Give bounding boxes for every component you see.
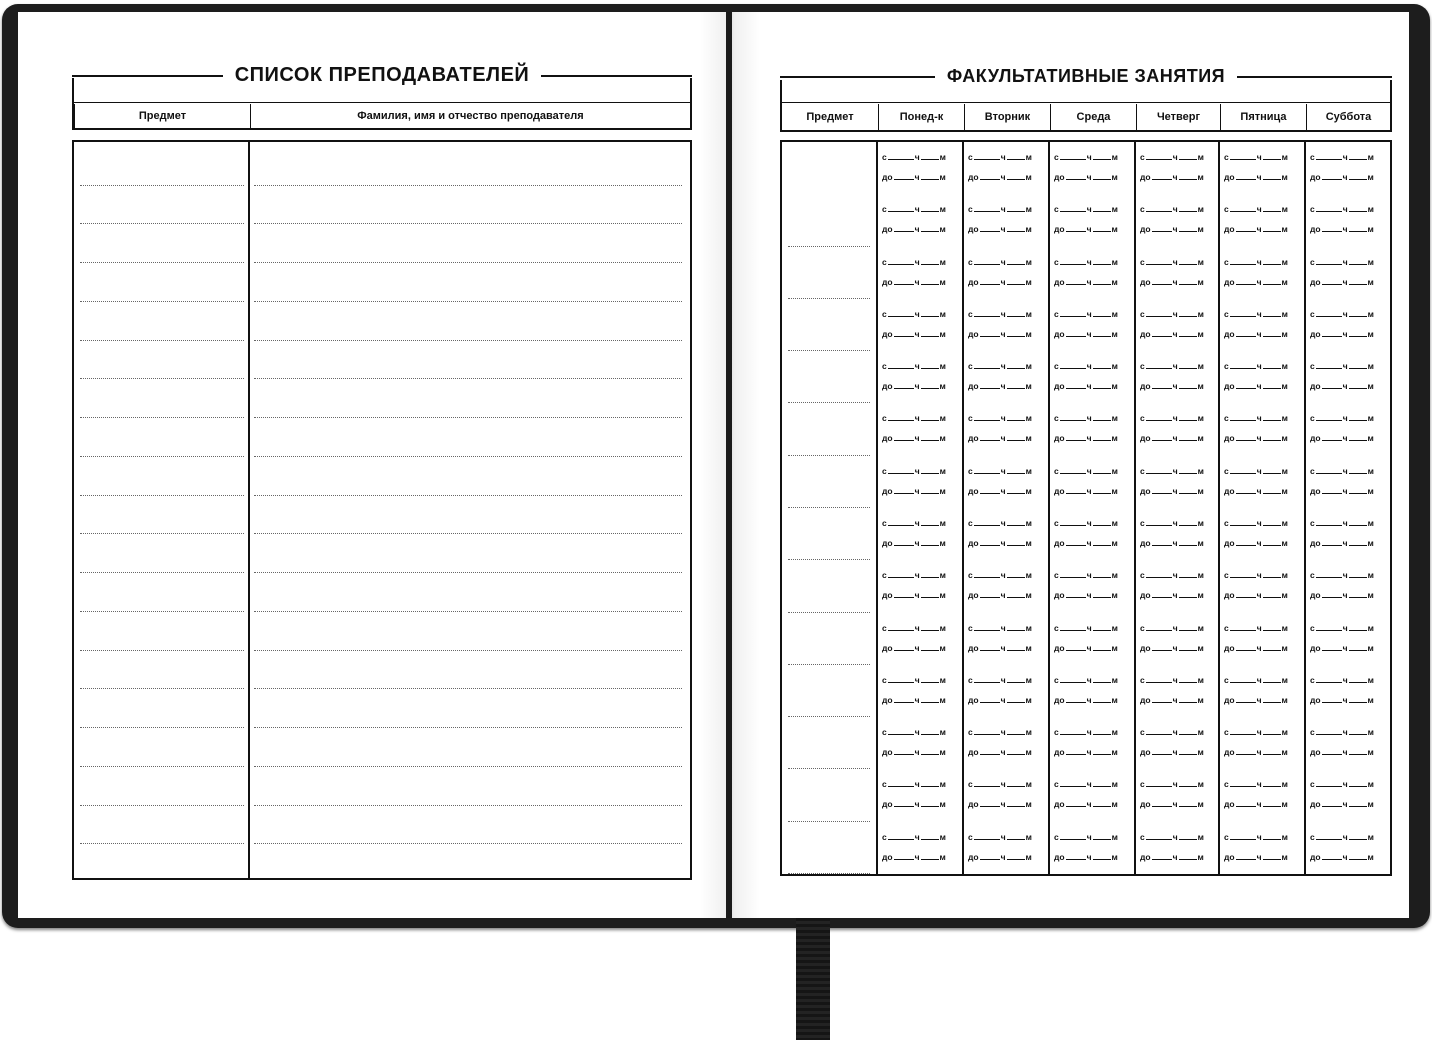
time-to-slot: до ч м [968,538,1032,548]
time-to-slot: до ч м [1310,643,1374,653]
time-from-slot: с ч м [882,309,946,319]
electives-header [780,80,1392,132]
column-subject-header: Предмет [74,104,250,128]
time-to-slot: до ч м [1054,277,1118,287]
subject-write-line [788,664,870,665]
time-to-slot: до ч м [882,695,946,705]
time-from-slot: с ч м [1310,832,1374,842]
title-rule-left [780,76,935,78]
time-from-slot: с ч м [1140,361,1204,371]
page-title-electives: ФАКУЛЬТАТИВНЫЕ ЗАНЯТИЯ [946,66,1226,86]
time-from-slot: с ч м [968,675,1032,685]
time-to-slot: до ч м [1224,329,1288,339]
subject-write-line [788,455,870,456]
time-to-slot: до ч м [1140,852,1204,862]
subject-write-line [80,766,244,767]
time-from-slot: с ч м [882,204,946,214]
teacher-write-line [254,805,682,806]
subject-write-line [80,301,244,302]
time-to-slot: до ч м [1140,277,1204,287]
time-to-slot: до ч м [882,172,946,182]
time-from-slot: с ч м [1310,623,1374,633]
time-to-slot: до ч м [1310,695,1374,705]
time-to-slot: до ч м [1054,799,1118,809]
teachers-table-body [72,140,692,880]
time-from-slot: с ч м [1310,152,1374,162]
time-from-slot: с ч м [968,413,1032,423]
time-to-slot: до ч м [882,224,946,234]
subject-write-line [788,246,870,247]
time-to-slot: до ч м [1140,590,1204,600]
electives-table-body [780,140,1392,876]
column-header-6: Суббота [1306,104,1390,130]
column-divider [876,142,878,874]
time-to-slot: до ч м [968,747,1032,757]
time-from-slot: с ч м [1054,466,1118,476]
time-to-slot: до ч м [1310,590,1374,600]
column-divider [1134,142,1136,874]
subject-write-line [80,185,244,186]
time-to-slot: до ч м [1054,433,1118,443]
time-to-slot: до ч м [1224,643,1288,653]
time-to-slot: до ч м [968,590,1032,600]
time-from-slot: с ч м [968,570,1032,580]
time-from-slot: с ч м [968,309,1032,319]
time-to-slot: до ч м [968,433,1032,443]
time-to-slot: до ч м [1140,695,1204,705]
time-to-slot: до ч м [968,852,1032,862]
teacher-write-line [254,185,682,186]
time-from-slot: с ч м [1054,675,1118,685]
title-rule-left [72,75,223,77]
subject-write-line [80,611,244,612]
time-to-slot: до ч м [1310,224,1374,234]
time-to-slot: до ч м [968,172,1032,182]
column-header-2: Вторник [964,104,1050,130]
time-to-slot: до ч м [882,381,946,391]
time-to-slot: до ч м [882,799,946,809]
time-from-slot: с ч м [1054,623,1118,633]
subject-write-line [80,572,244,573]
time-from-slot: с ч м [1224,361,1288,371]
time-to-slot: до ч м [882,538,946,548]
time-to-slot: до ч м [1140,643,1204,653]
time-to-slot: до ч м [1310,381,1374,391]
time-from-slot: с ч м [1310,675,1374,685]
column-divider [962,142,964,874]
time-from-slot: с ч м [1140,257,1204,267]
time-to-slot: до ч м [1224,381,1288,391]
time-to-slot: до ч м [1054,329,1118,339]
time-to-slot: до ч м [882,486,946,496]
time-from-slot: с ч м [1310,518,1374,528]
header-divider [782,102,1390,103]
time-to-slot: до ч м [1224,172,1288,182]
time-from-slot: с ч м [1054,727,1118,737]
time-from-slot: с ч м [1224,309,1288,319]
time-from-slot: с ч м [1310,257,1374,267]
subject-write-line [80,378,244,379]
time-from-slot: с ч м [1140,570,1204,580]
subject-write-line [788,873,870,874]
teacher-write-line [254,533,682,534]
column-divider [1218,142,1220,874]
teacher-write-line [254,262,682,263]
time-to-slot: до ч м [1054,590,1118,600]
time-from-slot: с ч м [968,727,1032,737]
column-header-4: Четверг [1136,104,1220,130]
time-to-slot: до ч м [1224,799,1288,809]
time-from-slot: с ч м [1140,779,1204,789]
time-from-slot: с ч м [1224,570,1288,580]
time-from-slot: с ч м [882,727,946,737]
time-from-slot: с ч м [882,779,946,789]
time-from-slot: с ч м [968,518,1032,528]
time-to-slot: до ч м [1310,433,1374,443]
teacher-write-line [254,688,682,689]
subject-write-line [80,262,244,263]
time-to-slot: до ч м [1054,381,1118,391]
time-from-slot: с ч м [1140,832,1204,842]
subject-write-line [80,650,244,651]
time-to-slot: до ч м [968,695,1032,705]
column-header-1: Понед-к [878,104,964,130]
time-to-slot: до ч м [1140,799,1204,809]
time-from-slot: с ч м [1054,152,1118,162]
time-to-slot: до ч м [1224,538,1288,548]
subject-write-line [80,843,244,844]
time-from-slot: с ч м [1224,832,1288,842]
time-to-slot: до ч м [968,277,1032,287]
time-to-slot: до ч м [882,852,946,862]
subject-write-line [80,495,244,496]
header-divider [74,102,690,103]
time-from-slot: с ч м [882,518,946,528]
teacher-write-line [254,727,682,728]
time-to-slot: до ч м [882,747,946,757]
time-to-slot: до ч м [1224,590,1288,600]
time-from-slot: с ч м [1224,466,1288,476]
teacher-write-line [254,456,682,457]
time-to-slot: до ч м [1224,224,1288,234]
subject-write-line [788,298,870,299]
time-to-slot: до ч м [1224,433,1288,443]
time-from-slot: с ч м [968,361,1032,371]
subject-write-line [788,821,870,822]
time-to-slot: до ч м [968,381,1032,391]
time-from-slot: с ч м [1224,257,1288,267]
time-from-slot: с ч м [968,152,1032,162]
time-from-slot: с ч м [1140,675,1204,685]
time-to-slot: до ч м [1054,747,1118,757]
time-from-slot: с ч м [1310,779,1374,789]
time-from-slot: с ч м [1224,152,1288,162]
time-from-slot: с ч м [1054,257,1118,267]
time-to-slot: до ч м [968,799,1032,809]
subject-write-line [80,456,244,457]
time-from-slot: с ч м [1310,361,1374,371]
teacher-write-line [254,223,682,224]
time-from-slot: с ч м [968,257,1032,267]
page-title-teachers: СПИСОК ПРЕПОДАВАТЕЛЕЙ [234,64,530,86]
time-from-slot: с ч м [882,361,946,371]
teacher-write-line [254,495,682,496]
book-spine-shadow [700,12,760,918]
column-header-5: Пятница [1220,104,1306,130]
time-to-slot: до ч м [1310,538,1374,548]
time-to-slot: до ч м [1310,329,1374,339]
time-from-slot: с ч м [1054,204,1118,214]
teacher-write-line [254,611,682,612]
time-to-slot: до ч м [1224,486,1288,496]
time-to-slot: до ч м [1310,747,1374,757]
column-divider [248,142,250,878]
time-to-slot: до ч м [1224,747,1288,757]
time-to-slot: до ч м [1054,852,1118,862]
time-to-slot: до ч м [882,590,946,600]
time-to-slot: до ч м [1140,381,1204,391]
time-from-slot: с ч м [1310,570,1374,580]
time-from-slot: с ч м [1054,779,1118,789]
time-from-slot: с ч м [1054,570,1118,580]
column-divider [1304,142,1306,874]
time-from-slot: с ч м [1224,623,1288,633]
time-to-slot: до ч м [1054,538,1118,548]
time-from-slot: с ч м [1224,204,1288,214]
time-from-slot: с ч м [882,413,946,423]
time-to-slot: до ч м [968,643,1032,653]
title-rule-right [1237,76,1392,78]
time-to-slot: до ч м [1224,277,1288,287]
teacher-write-line [254,340,682,341]
teacher-write-line [254,417,682,418]
time-from-slot: с ч м [1310,309,1374,319]
teacher-write-line [254,650,682,651]
column-header-0: Предмет [806,111,854,123]
time-from-slot: с ч м [1054,518,1118,528]
column-divider [1048,142,1050,874]
time-from-slot: с ч м [882,466,946,476]
time-to-slot: до ч м [1224,695,1288,705]
time-from-slot: с ч м [968,832,1032,842]
time-to-slot: до ч м [968,224,1032,234]
subject-write-line [80,688,244,689]
time-to-slot: до ч м [1310,852,1374,862]
time-to-slot: до ч м [1140,433,1204,443]
subject-write-line [80,533,244,534]
time-from-slot: с ч м [1140,152,1204,162]
time-from-slot: с ч м [882,675,946,685]
time-from-slot: с ч м [882,257,946,267]
time-from-slot: с ч м [1224,675,1288,685]
time-to-slot: до ч м [882,433,946,443]
time-from-slot: с ч м [1224,518,1288,528]
time-from-slot: с ч м [968,204,1032,214]
teacher-write-line [254,301,682,302]
column-teacher-name-header: Фамилия, имя и отчество преподавателя [250,104,690,128]
subject-write-line [80,417,244,418]
time-from-slot: с ч м [1310,204,1374,214]
time-from-slot: с ч м [968,623,1032,633]
time-to-slot: до ч м [968,329,1032,339]
time-from-slot: с ч м [1310,466,1374,476]
teacher-write-line [254,766,682,767]
time-from-slot: с ч м [1140,204,1204,214]
subject-write-line [80,340,244,341]
time-to-slot: до ч м [1310,277,1374,287]
column-header-3: Среда [1050,104,1136,130]
time-to-slot: до ч м [882,643,946,653]
subject-write-line [788,768,870,769]
time-to-slot: до ч м [1310,172,1374,182]
subject-write-line [788,350,870,351]
time-from-slot: с ч м [1054,361,1118,371]
time-to-slot: до ч м [1140,172,1204,182]
time-from-slot: с ч м [882,152,946,162]
time-to-slot: до ч м [1054,643,1118,653]
time-to-slot: до ч м [1140,486,1204,496]
time-from-slot: с ч м [882,623,946,633]
ribbon-bookmark [796,918,830,1040]
time-to-slot: до ч м [1140,538,1204,548]
time-to-slot: до ч м [1054,695,1118,705]
time-to-slot: до ч м [1224,852,1288,862]
time-from-slot: с ч м [1140,623,1204,633]
time-from-slot: с ч м [968,779,1032,789]
time-from-slot: с ч м [1140,518,1204,528]
subject-write-line [788,559,870,560]
time-from-slot: с ч м [1140,727,1204,737]
time-to-slot: до ч м [1140,747,1204,757]
teachers-header [72,78,692,130]
time-from-slot: с ч м [1310,727,1374,737]
time-from-slot: с ч м [968,466,1032,476]
time-from-slot: с ч м [1140,413,1204,423]
subject-write-line [80,727,244,728]
teacher-write-line [254,572,682,573]
subject-write-line [80,805,244,806]
time-from-slot: с ч м [1224,413,1288,423]
time-from-slot: с ч м [882,832,946,842]
time-from-slot: с ч м [1224,779,1288,789]
time-from-slot: с ч м [1310,413,1374,423]
time-to-slot: до ч м [1054,224,1118,234]
time-to-slot: до ч м [1140,329,1204,339]
teacher-write-line [254,843,682,844]
time-from-slot: с ч м [1140,309,1204,319]
subject-write-line [788,402,870,403]
time-from-slot: с ч м [1054,413,1118,423]
time-to-slot: до ч м [1310,799,1374,809]
subject-write-line [788,612,870,613]
time-to-slot: до ч м [968,486,1032,496]
subject-write-line [788,507,870,508]
time-from-slot: с ч м [1140,466,1204,476]
time-to-slot: до ч м [1310,486,1374,496]
time-to-slot: до ч м [882,329,946,339]
time-from-slot: с ч м [1054,309,1118,319]
time-to-slot: до ч м [1054,486,1118,496]
time-from-slot: с ч м [882,570,946,580]
title-rule-right [541,75,692,77]
time-to-slot: до ч м [1054,172,1118,182]
time-to-slot: до ч м [882,277,946,287]
time-from-slot: с ч м [1054,832,1118,842]
subject-write-line [80,223,244,224]
time-from-slot: с ч м [1224,727,1288,737]
subject-write-line [788,716,870,717]
time-to-slot: до ч м [1140,224,1204,234]
teacher-write-line [254,378,682,379]
